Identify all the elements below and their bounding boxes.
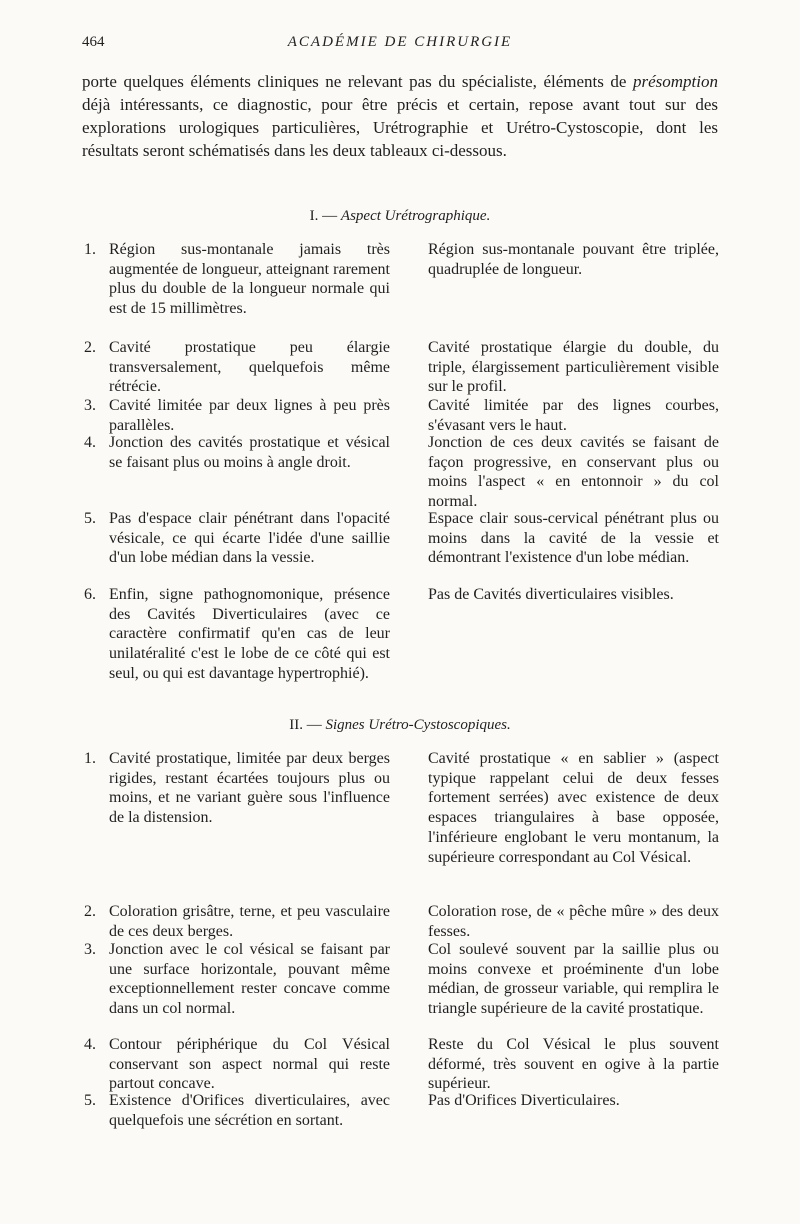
page-number: 464 bbox=[82, 34, 105, 50]
item-text: Pas de Cavités diverticulaires visibles. bbox=[428, 586, 674, 603]
item-number: 2. bbox=[84, 339, 96, 356]
s1-left-item-2 bbox=[84, 338, 390, 397]
s2-left-item-2 bbox=[84, 902, 390, 941]
item-text: Coloration grisâtre, terne, et peu vasculaire de ces deux berges. bbox=[109, 903, 390, 940]
s1-left-item-4 bbox=[84, 433, 390, 472]
item-text: Pas d'espace clair pénétrant dans l'opacité vésicale, ce qui écarte l'idée d'une saillie d'un lobe médian dans la vessie. bbox=[109, 510, 390, 567]
item-text: Jonction de ces deux cavités se faisant de façon progressive, en conservant plus ou moins l'aspect « en entonnoir » du col normal. bbox=[428, 434, 719, 511]
s2-right-item-5 bbox=[411, 1091, 719, 1111]
section-1-heading bbox=[0, 208, 800, 225]
item-text: Région sus-montanale pouvant être triplée, quadruplée de longueur. bbox=[428, 241, 719, 278]
s1-right-item-4 bbox=[411, 433, 719, 512]
item-number: 5. bbox=[84, 510, 96, 527]
section-2-heading bbox=[0, 717, 800, 734]
item-text: Cavité limitée par deux lignes à peu près parallèles. bbox=[109, 397, 390, 434]
item-number: 1. bbox=[84, 750, 96, 767]
s2-left-item-4 bbox=[84, 1035, 390, 1094]
item-text: Cavité prostatique peu élargie transversalement, quelquefois même rétrécie. bbox=[109, 339, 390, 396]
item-text: Existence d'Orifices diverticulaires, avec quelquefois une sécrétion en sortant. bbox=[109, 1092, 390, 1129]
item-number: 3. bbox=[84, 397, 96, 414]
item-text: Jonction des cavités prostatique et vésical se faisant plus ou moins à angle droit. bbox=[109, 434, 390, 471]
item-text: Région sus-montanale jamais très augmentée de longueur, atteignant rarement plus du double de la longueur normale qui est de 15 millimètres. bbox=[109, 241, 390, 318]
s1-left-item-6 bbox=[84, 585, 390, 684]
item-number: 3. bbox=[84, 941, 96, 958]
s1-right-item-5 bbox=[411, 509, 719, 568]
item-text: Cavité limitée par des lignes courbes, s'évasant vers le haut. bbox=[428, 397, 719, 434]
item-text: Contour périphérique du Col Vésical conservant son aspect normal qui reste partout concave. bbox=[109, 1036, 390, 1093]
intro-text-1: porte quelques éléments cliniques ne relevant pas du spécialiste, éléments de bbox=[82, 72, 633, 91]
s1-right-item-6 bbox=[411, 585, 719, 605]
item-text: Reste du Col Vésical le plus souvent déformé, très souvent en ogive à la partie supérieur. bbox=[428, 1036, 719, 1093]
item-text: Enfin, signe pathognomonique, présence des Cavités Diverticulaires (avec ce caractère confirmatif qu'en cas de leur unilatéralité c'est le lobe de ce côté qui est seul, ou qui est davantage hypertrophié). bbox=[109, 586, 390, 682]
s2-left-item-1 bbox=[84, 749, 390, 828]
intro-paragraph bbox=[82, 70, 718, 162]
page-header bbox=[82, 34, 718, 56]
s1-right-item-2 bbox=[411, 338, 719, 397]
section-1-numeral: I. — bbox=[309, 208, 341, 224]
item-number: 4. bbox=[84, 1036, 96, 1053]
s2-left-item-5 bbox=[84, 1091, 390, 1130]
s1-left-item-5 bbox=[84, 509, 390, 568]
s2-left-item-3 bbox=[84, 940, 390, 1019]
item-text: Cavité prostatique, limitée par deux berges rigides, restant écartées toujours plus ou moins, et ne variant guère sous l'influence de la distension. bbox=[109, 750, 390, 827]
item-number: 6. bbox=[84, 586, 96, 603]
item-text: Cavité prostatique élargie du double, du triple, élargissement particulièrement visible sur le profil. bbox=[428, 339, 719, 396]
running-title: ACADÉMIE DE CHIRURGIE bbox=[287, 34, 513, 50]
s2-right-item-3 bbox=[411, 940, 719, 1019]
s2-right-item-4 bbox=[411, 1035, 719, 1094]
item-text: Pas d'Orifices Diverticulaires. bbox=[428, 1092, 620, 1109]
item-number: 1. bbox=[84, 241, 96, 258]
item-text: Espace clair sous-cervical pénétrant plus ou moins dans la cavité de la vessie et démontrant l'existence d'un lobe médian. bbox=[428, 510, 719, 567]
s1-left-item-3 bbox=[84, 396, 390, 435]
s1-right-item-3 bbox=[411, 396, 719, 435]
item-text: Jonction avec le col vésical se faisant par une surface horizontale, pouvant même exceptionnellement rester concave comme dans un col normal. bbox=[109, 941, 390, 1018]
item-text: Cavité prostatique « en sablier » (aspect typique rappelant celui de deux fesses fortement serrées) avec existence de deux espaces triangulaires à base opposée, l'inférieure englobant le veru montanum, la supérieure correspondant au Col Vésical. bbox=[428, 750, 719, 866]
s2-right-item-2 bbox=[411, 902, 719, 941]
intro-emphasis: présomption bbox=[633, 72, 718, 91]
intro-text-2: déjà intéressants, ce diagnostic, pour être précis et certain, repose avant tout sur des explorations urologiques particulières, Urétrographie et Urétro-Cystoscopie, dont les résultats seront schématisés dans les deux tableaux ci-dessous. bbox=[82, 95, 718, 160]
section-2-numeral: II. — bbox=[289, 717, 326, 733]
section-1-title: Aspect Urétrographique. bbox=[340, 208, 491, 224]
section-2-title: Signes Urétro-Cystoscopiques. bbox=[325, 717, 511, 733]
s2-right-item-1 bbox=[411, 749, 719, 867]
item-number: 5. bbox=[84, 1092, 96, 1109]
s1-left-item-1 bbox=[84, 240, 390, 319]
s1-right-item-1 bbox=[411, 240, 719, 279]
item-number: 2. bbox=[84, 903, 96, 920]
item-text: Col soulevé souvent par la saillie plus ou moins convexe et proéminente d'un lobe médian, de grosseur variable, qui remplira le triangle supérieure de la cavité prostatique. bbox=[428, 941, 719, 1018]
item-number: 4. bbox=[84, 434, 96, 451]
item-text: Coloration rose, de « pêche mûre » des deux fesses. bbox=[428, 903, 719, 940]
